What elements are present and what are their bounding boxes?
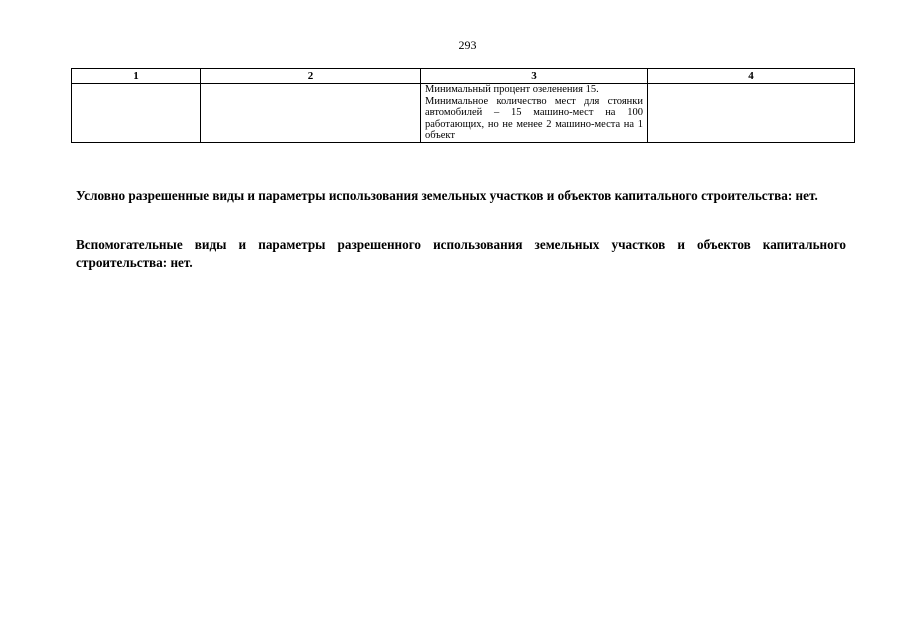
table-header-row: [72, 69, 855, 84]
table-header-col-1: 1: [72, 69, 201, 84]
auxiliary-uses-paragraph: Вспомогательные виды и параметры разрешенного использования земельных участков и объектов капитального строительства: нет.: [76, 237, 846, 270]
table-header-col-4: 4: [648, 69, 855, 84]
cell-line-parking: Минимальное количество мест для стоянки автомобилей – 15 машино-мест на 100 работающих, но не менее 2 машино-места на 1 объект: [425, 95, 643, 142]
parameters-table: [71, 68, 855, 143]
table-cell-col-2: [201, 84, 421, 143]
cell-line-greening: Минимальный процент озеленения 15.: [425, 84, 599, 95]
table-cell-col-4: [648, 84, 855, 143]
table-header-col-2: 2: [201, 69, 421, 84]
table-header-col-3: 3: [421, 69, 648, 84]
page-number: 293: [458, 38, 477, 52]
table-cell-col-3: [421, 84, 648, 143]
table-row: [72, 84, 855, 143]
conditional-uses-paragraph: Условно разрешенные виды и параметры использования земельных участков и объектов капитального строительства: нет.: [76, 188, 818, 203]
table-cell-col-1: [72, 84, 201, 143]
